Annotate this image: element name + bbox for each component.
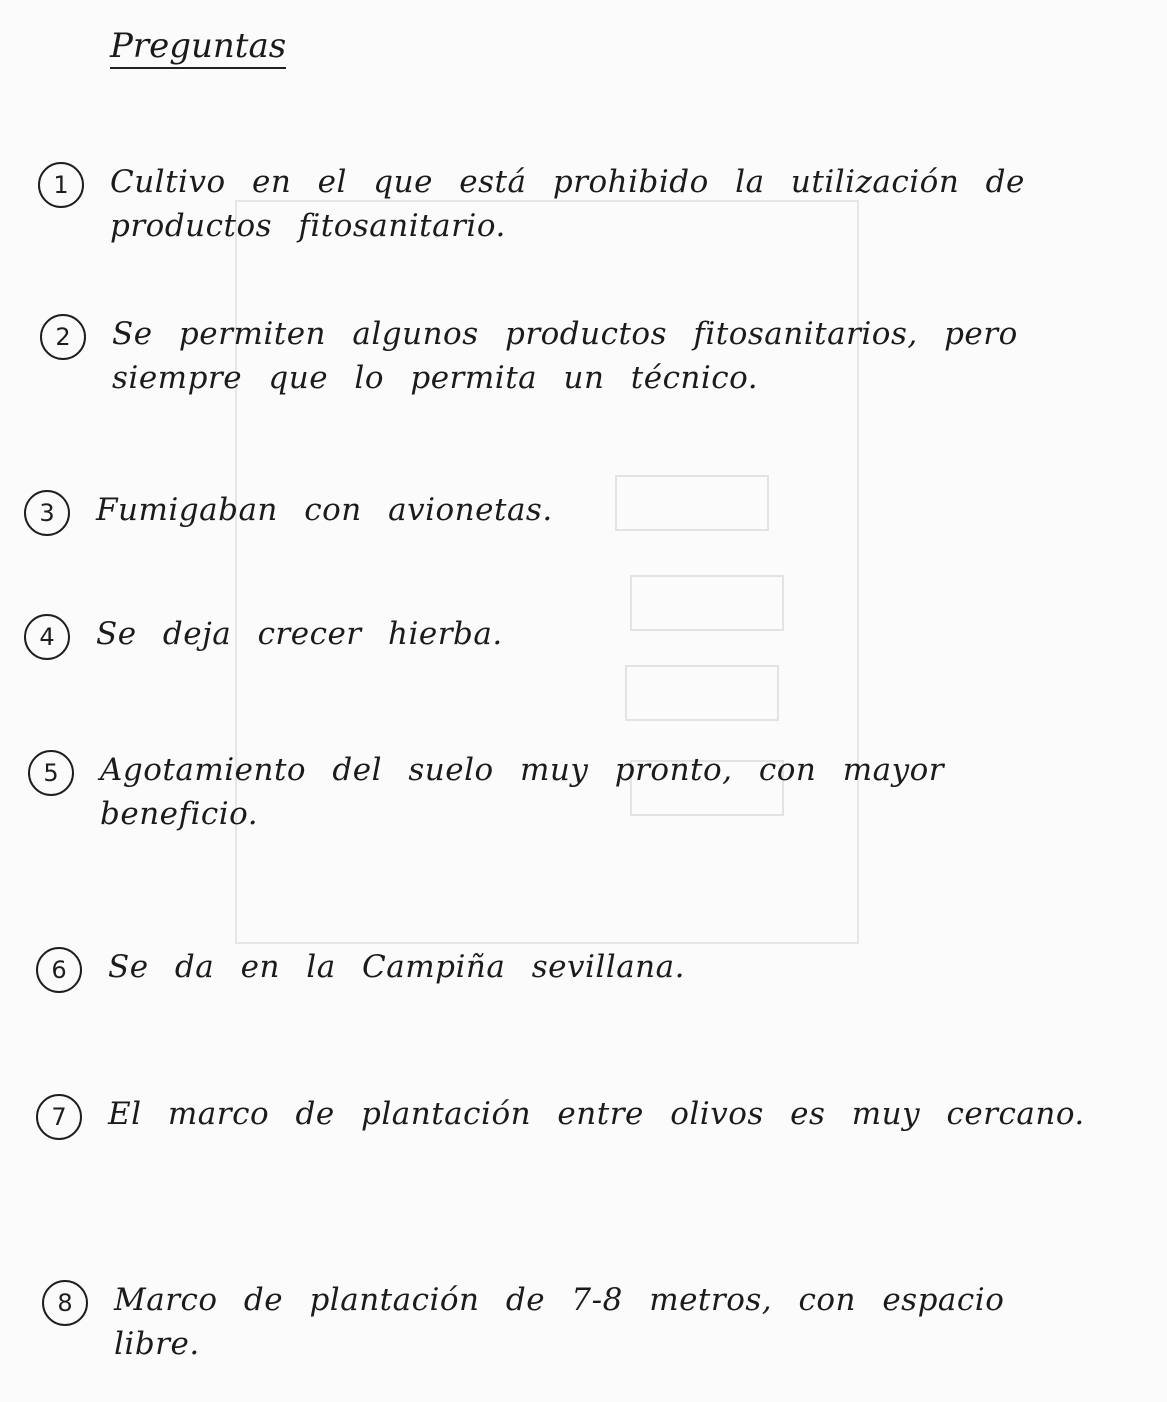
question-text: Marco de plantación de 7-8 metros, con espacio libre. (114, 1282, 1005, 1362)
question-text: Fumigaban con avionetas. (96, 492, 553, 528)
bleed-through-box (625, 665, 779, 721)
question-item (40, 312, 1120, 400)
question-item (38, 160, 1118, 248)
question-item (28, 748, 1108, 836)
question-item (42, 1278, 1122, 1366)
question-number: 6 (36, 947, 82, 993)
question-item (24, 612, 1104, 660)
question-item (36, 945, 1116, 993)
question-text: Se da en la Campiña sevillana. (108, 949, 685, 985)
question-number: 8 (42, 1280, 88, 1326)
question-text: Agotamiento del suelo muy pronto, con mayor beneficio. (100, 752, 945, 832)
question-number: 4 (24, 614, 70, 660)
question-item (24, 488, 1104, 536)
question-text: El marco de plantación entre olivos es muy cercano. (108, 1096, 1085, 1132)
question-number: 3 (24, 490, 70, 536)
question-number: 5 (28, 750, 74, 796)
question-number: 7 (36, 1094, 82, 1140)
question-text: Se deja crecer hierba. (96, 616, 503, 652)
question-item (36, 1092, 1116, 1140)
question-number: 1 (38, 162, 84, 208)
question-number: 2 (40, 314, 86, 360)
page-title: Preguntas (110, 28, 286, 69)
question-text: Se permiten algunos productos fitosanitarios, pero siempre que lo permita un técnico. (112, 316, 1018, 396)
question-text: Cultivo en el que está prohibido la utilización de productos fitosanitario. (110, 164, 1025, 244)
